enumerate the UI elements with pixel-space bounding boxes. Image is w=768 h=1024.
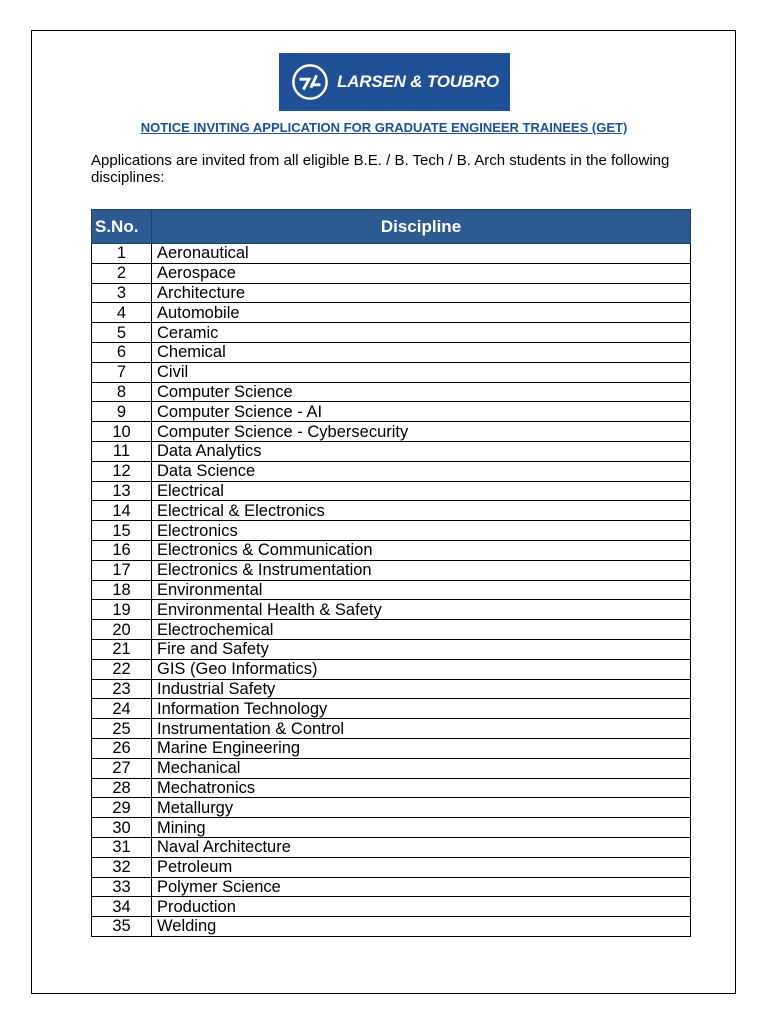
table-row [92,342,691,362]
serial-number-cell: 34 [92,897,152,917]
serial-number-cell: 17 [92,560,152,580]
table-row [92,362,691,382]
discipline-cell: Electronics & Communication [152,540,691,560]
discipline-cell: Environmental [152,580,691,600]
serial-number-cell: 30 [92,818,152,838]
discipline-cell: Aeronautical [152,244,691,264]
table-row [92,521,691,541]
table-row [92,897,691,917]
discipline-cell: Mechanical [152,758,691,778]
sno-header: S.No. [92,210,152,244]
table-row [92,461,691,481]
table-row [92,837,691,857]
table-row [92,758,691,778]
discipline-cell: Naval Architecture [152,837,691,857]
table-row [92,303,691,323]
table-row [92,244,691,264]
table-row [92,580,691,600]
table-row [92,501,691,521]
serial-number-cell: 16 [92,540,152,560]
serial-number-cell: 10 [92,422,152,442]
serial-number-cell: 24 [92,699,152,719]
discipline-cell: Polymer Science [152,877,691,897]
discipline-header: Discipline [152,210,691,244]
table-row [92,323,691,343]
table-row [92,798,691,818]
discipline-cell: Computer Science - Cybersecurity [152,422,691,442]
serial-number-cell: 11 [92,441,152,461]
serial-number-cell: 28 [92,778,152,798]
notice-title: NOTICE INVITING APPLICATION FOR GRADUATE ENGINEER TRAINEES (GET) [140,120,628,135]
discipline-cell: Environmental Health & Safety [152,600,691,620]
table-row [92,481,691,501]
table-row [92,422,691,442]
discipline-cell: Fire and Safety [152,639,691,659]
table-row [92,382,691,402]
table-row [92,778,691,798]
discipline-cell: Civil [152,362,691,382]
serial-number-cell: 8 [92,382,152,402]
discipline-cell: Data Science [152,461,691,481]
serial-number-cell: 7 [92,362,152,382]
discipline-cell: GIS (Geo Informatics) [152,659,691,679]
serial-number-cell: 22 [92,659,152,679]
discipline-cell: Information Technology [152,699,691,719]
table-row [92,283,691,303]
lt-monogram-icon [291,63,329,101]
serial-number-cell: 15 [92,521,152,541]
discipline-cell: Ceramic [152,323,691,343]
serial-number-cell: 23 [92,679,152,699]
serial-number-cell: 13 [92,481,152,501]
serial-number-cell: 21 [92,639,152,659]
serial-number-cell: 33 [92,877,152,897]
discipline-cell: Welding [152,917,691,937]
serial-number-cell: 3 [92,283,152,303]
table-row [92,639,691,659]
table-row [92,679,691,699]
table-header-row [92,210,691,244]
serial-number-cell: 12 [92,461,152,481]
serial-number-cell: 31 [92,837,152,857]
discipline-cell: Mining [152,818,691,838]
table-row [92,263,691,283]
discipline-cell: Electrochemical [152,620,691,640]
table-row [92,818,691,838]
discipline-cell: Computer Science - AI [152,402,691,422]
table-row [92,441,691,461]
discipline-cell: Electrical [152,481,691,501]
table-row [92,857,691,877]
serial-number-cell: 29 [92,798,152,818]
brand-name: LARSEN & TOUBRO [337,72,499,91]
table-row [92,917,691,937]
discipline-cell: Aerospace [152,263,691,283]
table-body [92,244,691,937]
table-row [92,877,691,897]
serial-number-cell: 27 [92,758,152,778]
serial-number-cell: 5 [92,323,152,343]
discipline-cell: Production [152,897,691,917]
intro-paragraph: Applications are invited from all eligible B.E. / B. Tech / B. Arch students in the following disciplines: [91,152,670,186]
serial-number-cell: 25 [92,719,152,739]
discipline-cell: Instrumentation & Control [152,719,691,739]
discipline-cell: Computer Science [152,382,691,402]
table-row [92,600,691,620]
serial-number-cell: 14 [92,501,152,521]
table-row [92,402,691,422]
table-row [92,719,691,739]
serial-number-cell: 19 [92,600,152,620]
discipline-cell: Metallurgy [152,798,691,818]
discipline-cell: Data Analytics [152,441,691,461]
serial-number-cell: 35 [92,917,152,937]
table-row [92,699,691,719]
discipline-cell: Automobile [152,303,691,323]
discipline-cell: Mechatronics [152,778,691,798]
serial-number-cell: 18 [92,580,152,600]
serial-number-cell: 32 [92,857,152,877]
serial-number-cell: 20 [92,620,152,640]
discipline-cell: Industrial Safety [152,679,691,699]
table-row [92,738,691,758]
discipline-cell: Chemical [152,342,691,362]
serial-number-cell: 2 [92,263,152,283]
serial-number-cell: 26 [92,738,152,758]
company-logo [279,53,510,111]
discipline-cell: Marine Engineering [152,738,691,758]
table-row [92,659,691,679]
table-row [92,540,691,560]
discipline-cell: Petroleum [152,857,691,877]
disciplines-table [91,209,691,937]
serial-number-cell: 4 [92,303,152,323]
discipline-cell: Electronics & Instrumentation [152,560,691,580]
serial-number-cell: 9 [92,402,152,422]
table-row [92,620,691,640]
discipline-cell: Electrical & Electronics [152,501,691,521]
discipline-cell: Electronics [152,521,691,541]
table-row [92,560,691,580]
serial-number-cell: 6 [92,342,152,362]
serial-number-cell: 1 [92,244,152,264]
discipline-cell: Architecture [152,283,691,303]
